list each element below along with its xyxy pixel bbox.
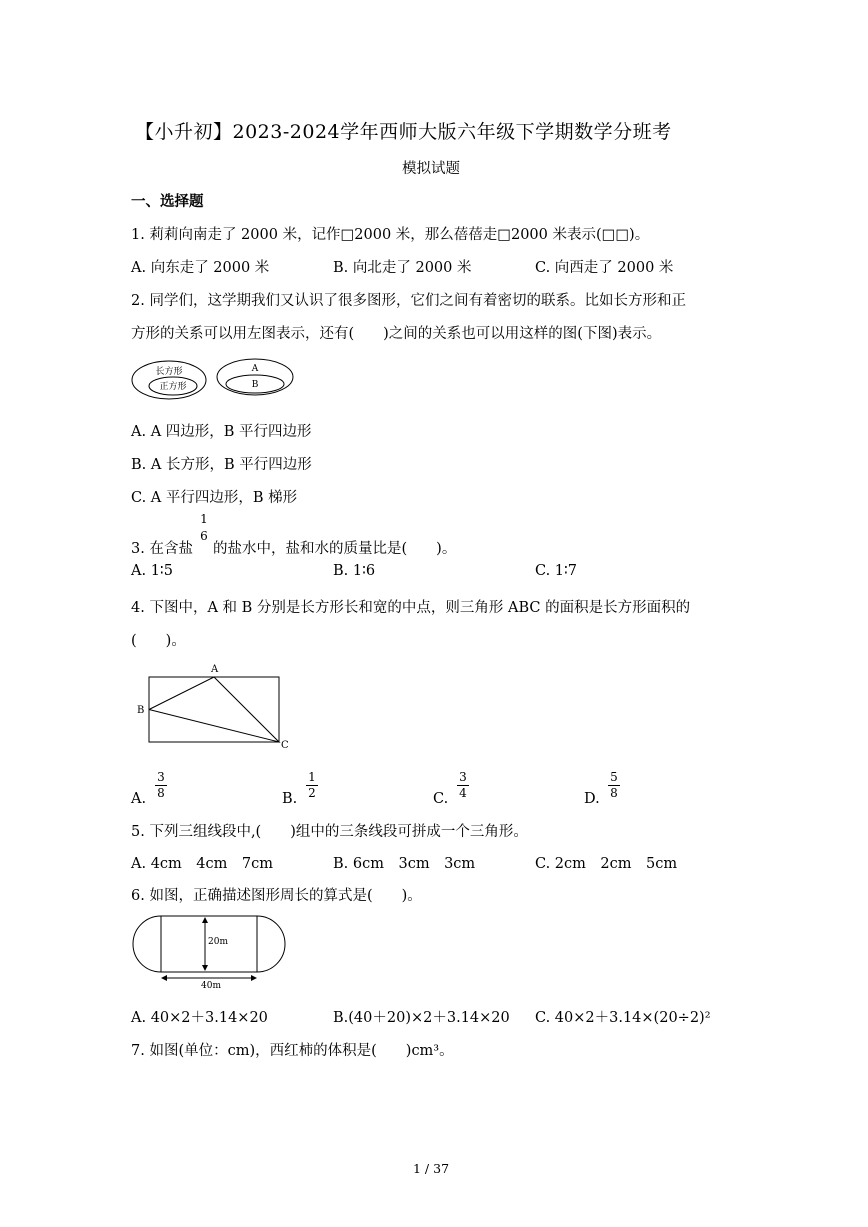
question-2-option-b: B. A 长方形，B 平行四边形 (131, 457, 312, 473)
question-4-option-letter: B. (282, 791, 298, 807)
question-5-stem: 5. 下列三组线段中,( )组中的三条线段可拼成一个三角形。 (131, 824, 528, 840)
question-4-option-letter: C. (433, 791, 449, 807)
fraction-denominator: 2 (308, 786, 316, 800)
question-2-option-c: C. A 平行四边形，B 梯形 (131, 490, 298, 506)
figure-label-b: B (251, 380, 259, 390)
question-3-fraction (198, 513, 210, 543)
question-4-option-fraction (155, 771, 167, 800)
question-6-option-b: B.(40＋20)×2＋3.14×20 (333, 1010, 510, 1026)
figure-point-c: C (281, 740, 289, 751)
question-4-option-fraction (608, 771, 620, 800)
section-heading: 一、选择题 (131, 194, 204, 210)
figure-label-rectangle: 长方形 (155, 367, 183, 377)
fraction-numerator: 5 (610, 770, 618, 784)
page-number: 1 / 37 (413, 1161, 450, 1176)
question-6-stem: 6. 如图，正确描述图形周长的算式是( )。 (131, 888, 422, 904)
page-subtitle: 模拟试题 (402, 161, 460, 177)
question-4-option-fraction (306, 771, 318, 800)
question-2-option-a: A. A 四边形，B 平行四边形 (131, 424, 312, 440)
question-1-stem: 1. 莉莉向南走了 2000 米，记作□2000 米，那么蓓蓓走□2000 米表示(□□)。 (131, 227, 650, 243)
question-3-stem-prefix: 3. 在含盐 (131, 541, 193, 557)
fraction-denominator: 6 (200, 529, 208, 543)
question-1-option-a: A. 向东走了 2000 米 (131, 260, 270, 276)
question-4-option-letter: A. (131, 791, 147, 807)
figure-label-a: A (251, 364, 259, 374)
question-4-option-letter: D. (584, 791, 600, 807)
fraction-denominator: 4 (459, 786, 467, 800)
figure-width-label: 40m (201, 981, 221, 991)
question-5-option-b: B. 6cm 3cm 3cm (333, 856, 476, 872)
question-4-figure (131, 660, 301, 752)
fraction-numerator: 3 (157, 770, 165, 784)
question-2-stem-line-2: 方形的关系可以用左图表示，还有( )之间的关系也可以用这样的图(下图)表示。 (131, 326, 662, 342)
question-3-stem-suffix: 的盐水中，盐和水的质量比是( )。 (213, 541, 457, 557)
figure-point-a: A (211, 664, 219, 675)
fraction-numerator: 1 (308, 770, 316, 784)
fraction-denominator: 8 (610, 786, 618, 800)
page-title: 【小升初】2023-2024学年西师大版六年级下学期数学分班考 (135, 121, 672, 143)
question-2-stem-line-1: 2. 同学们，这学期我们又认识了很多图形，它们之间有着密切的联系。比如长方形和正 (131, 293, 686, 309)
question-5-option-c: C. 2cm 2cm 5cm (535, 856, 678, 872)
question-4-stem-line-1: 4. 下图中，A 和 B 分别是长方形长和宽的中点，则三角形 ABC 的面积是长方形面积的 (131, 600, 691, 616)
figure-point-b: B (137, 705, 145, 716)
question-5-option-a: A. 4cm 4cm 7cm (131, 856, 273, 872)
question-6-option-c: C. 40×2＋3.14×(20÷2)² (535, 1010, 711, 1026)
question-4-option-fraction (457, 771, 469, 800)
question-1-option-c: C. 向西走了 2000 米 (535, 260, 674, 276)
question-3-option-b: B. 1∶6 (333, 563, 376, 579)
fraction-denominator: 8 (157, 786, 165, 800)
question-7-stem: 7. 如图(单位：cm)，西红柿的体积是( )cm³。 (131, 1043, 454, 1059)
question-6-figure (129, 912, 289, 992)
question-3-option-a: A. 1∶5 (131, 563, 173, 579)
figure-height-label: 20m (208, 937, 228, 947)
question-1-option-b: B. 向北走了 2000 米 (333, 260, 472, 276)
question-2-figure (131, 358, 301, 404)
question-6-option-a: A. 40×2＋3.14×20 (131, 1010, 268, 1026)
question-3-option-c: C. 1∶7 (535, 563, 578, 579)
question-4-stem-line-2: ( )。 (131, 633, 186, 649)
figure-label-square: 正方形 (159, 382, 187, 392)
fraction-numerator: 1 (200, 512, 208, 526)
fraction-numerator: 3 (459, 770, 467, 784)
